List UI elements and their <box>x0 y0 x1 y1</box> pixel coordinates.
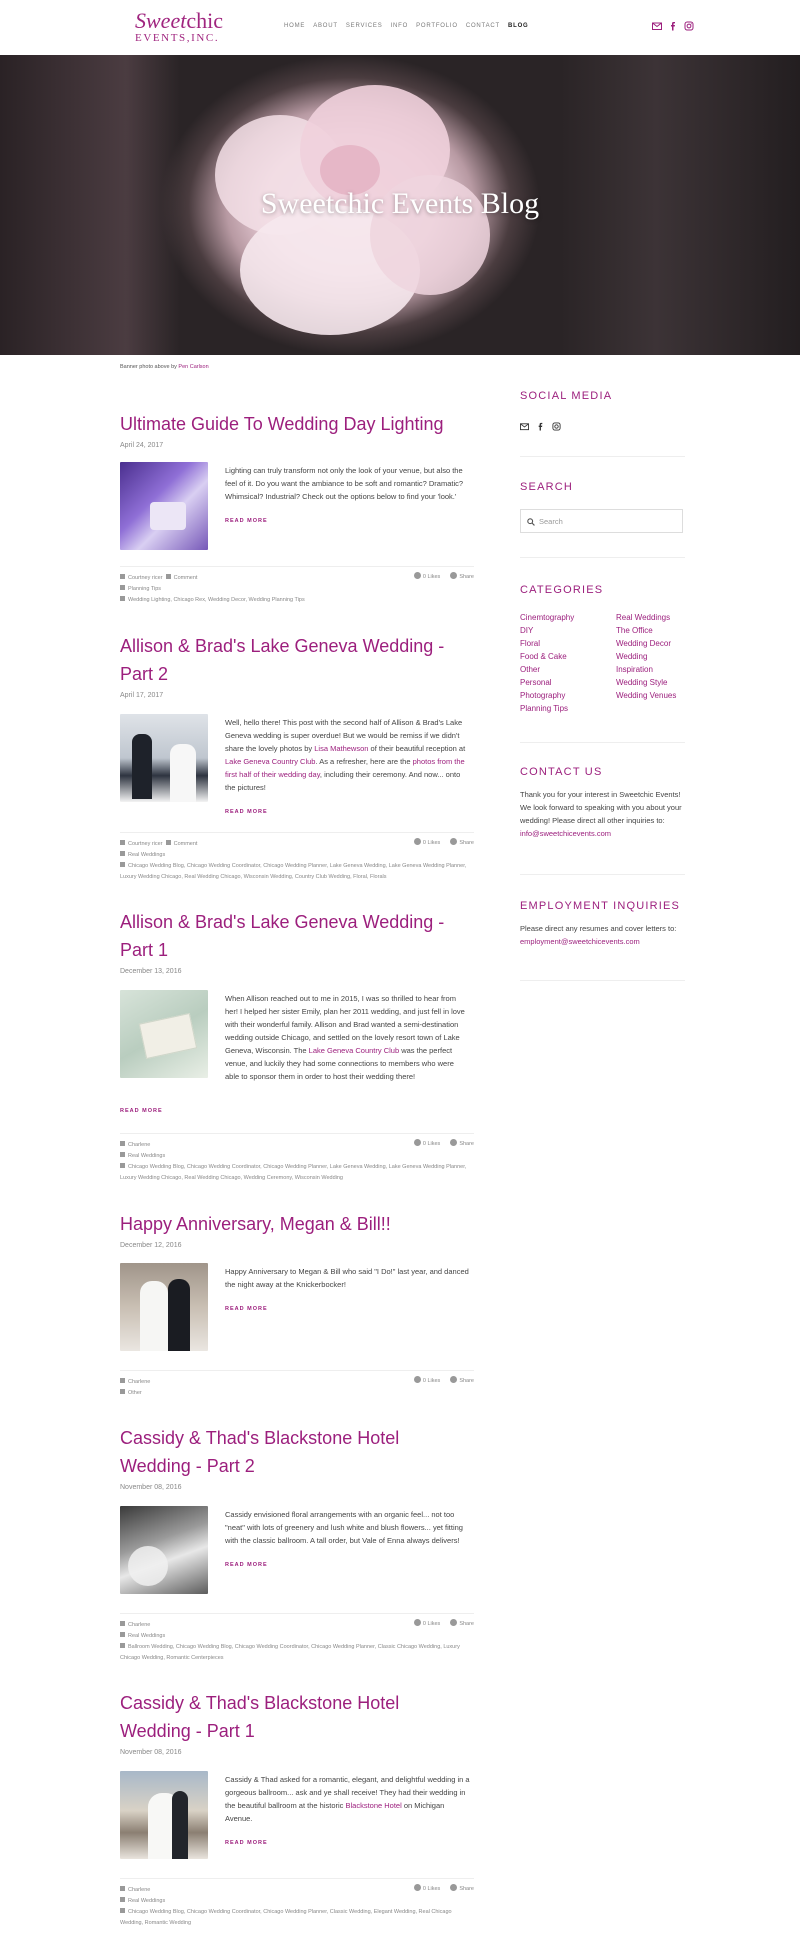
post-title[interactable]: Allison & Brad's Lake Geneva Wedding - Part 1 <box>120 912 445 960</box>
share-icon <box>450 1619 457 1626</box>
category-link[interactable]: Wedding Style <box>616 678 668 687</box>
post-date: November 08, 2016 <box>120 1749 182 1756</box>
widget-title: CATEGORIES <box>520 584 604 596</box>
read-more-button[interactable]: READ MORE <box>120 1108 163 1114</box>
heart-icon <box>414 1619 421 1626</box>
category-icon <box>120 851 125 856</box>
post-4-excerpt: Happy Anniversary to Megan & Bill who said "I Do!" last year, and danced the night away at the Knickerbocker! READ MORE <box>225 1265 470 1316</box>
post-date: April 17, 2017 <box>120 692 164 699</box>
logo-line-1: Sweetchic <box>135 8 223 33</box>
instagram-icon[interactable] <box>684 18 694 28</box>
blackstone-hotel-link[interactable]: Blackstone Hotel <box>345 1801 402 1810</box>
post-category[interactable]: Real Weddings <box>128 852 166 858</box>
comment-link[interactable]: Comment <box>173 575 198 581</box>
share-icon <box>450 572 457 579</box>
post-1-excerpt: Lighting can truly transform not only the look of your venue, but also the feel of it. Do you want the ambiance to be soft and romantic? Dramatic? Whimsical? Industrial? Check out the options below to find your 'look.' READ MORE <box>225 464 470 528</box>
post-tags[interactable]: Chicago Wedding Blog, Chicago Wedding Coordinator, Chicago Wedding Planner, Classic Wedding, Elegant Wedding, Real Chicago Wedding, Romantic Wedding <box>120 1909 452 1926</box>
post-5-meta <box>120 1613 474 1664</box>
email-icon[interactable] <box>652 18 662 28</box>
category-link[interactable]: Personal <box>520 678 552 687</box>
share-button[interactable]: Share <box>450 1619 474 1627</box>
post-category[interactable]: Real Weddings <box>128 1898 166 1904</box>
post-3-read-more-wrap <box>120 1108 163 1114</box>
read-more-button[interactable]: READ MORE <box>225 809 268 815</box>
search-icon <box>527 518 535 526</box>
post-6 <box>120 1689 474 1756</box>
category-link[interactable]: Cinemtography <box>520 613 575 622</box>
contact-email-link[interactable]: info@sweetchicevents.com <box>520 829 611 838</box>
share-icon <box>450 1884 457 1891</box>
tag-icon <box>120 862 125 867</box>
post-title[interactable]: Allison & Brad's Lake Geneva Wedding - Part 2 <box>120 636 445 684</box>
author-icon <box>120 1378 125 1383</box>
heart-icon <box>414 1139 421 1146</box>
category-list <box>520 612 685 715</box>
category-link[interactable]: Wedding Decor <box>616 639 671 648</box>
post-title[interactable]: Happy Anniversary, Megan & Bill!! <box>120 1214 391 1234</box>
read-more-button[interactable]: READ MORE <box>225 1562 268 1568</box>
category-link[interactable]: Floral <box>520 639 541 648</box>
post-author[interactable]: Courtney ricer <box>128 841 163 847</box>
comment-link[interactable]: Comment <box>173 841 198 847</box>
like-button[interactable]: 0 Likes <box>414 1376 440 1384</box>
comment-icon <box>166 840 171 845</box>
logo[interactable] <box>135 8 225 48</box>
divider <box>520 557 685 558</box>
credit-link[interactable]: Pen Carlson <box>178 364 209 370</box>
post-category[interactable]: Real Weddings <box>128 1153 166 1159</box>
post-3 <box>120 908 474 975</box>
heart-icon <box>414 1376 421 1383</box>
divider <box>520 980 685 981</box>
heart-icon <box>414 1884 421 1891</box>
lisa-mathewson-link[interactable]: Lisa Mathewson <box>314 744 369 753</box>
nav-about[interactable]: ABOUT <box>313 23 338 29</box>
share-button[interactable]: Share <box>450 1139 474 1147</box>
employment-widget <box>520 900 685 948</box>
nav-contact[interactable]: CONTACT <box>465 23 500 29</box>
post-3-thumbnail[interactable] <box>120 990 208 1078</box>
post-1-meta <box>120 566 474 606</box>
post-2 <box>120 632 474 699</box>
share-icon <box>450 838 457 845</box>
tag-icon <box>120 596 125 601</box>
post-category[interactable]: Real Weddings <box>128 1633 166 1639</box>
employment-email-link[interactable]: employment@sweetchicevents.com <box>520 937 640 946</box>
lake-geneva-country-club-link[interactable]: Lake Geneva Country Club <box>308 1046 400 1055</box>
category-icon <box>120 1389 125 1394</box>
employment-text: Please direct any resumes and cover letters to: employment@sweetchicevents.com <box>520 924 677 946</box>
facebook-icon[interactable] <box>668 18 678 28</box>
post-date: December 13, 2016 <box>120 968 182 975</box>
site-header <box>0 0 800 55</box>
post-tags[interactable]: Chicago Wedding Blog, Chicago Wedding Coordinator, Chicago Wedding Planner, Lake Geneva Wedding, Lake Geneva Wedding Planner, Luxury Wedding Chicago, Real Wedding Chicago, Wisconsin Wedding, Country Club Wedding, Floral, Florals <box>120 863 467 880</box>
post-date: December 12, 2016 <box>120 1242 182 1249</box>
share-icon <box>450 1376 457 1383</box>
share-icon <box>450 1139 457 1146</box>
like-button[interactable]: 0 Likes <box>414 572 440 580</box>
author-icon <box>120 1886 125 1891</box>
email-icon[interactable] <box>520 418 529 436</box>
read-more-button[interactable]: READ MORE <box>225 518 268 524</box>
post-author[interactable]: Charlene <box>128 1887 151 1893</box>
post-3-meta <box>120 1133 474 1184</box>
heart-icon <box>414 838 421 845</box>
search-placeholder: Search <box>539 517 563 526</box>
category-icon <box>120 1897 125 1902</box>
contact-text: Thank you for your interest in Sweetchic Events! We look forward to speaking with you about your wedding! Please direct all other inquiries to: info@sweetchicevents.com <box>520 790 682 838</box>
share-button[interactable]: Share <box>450 838 474 846</box>
category-link[interactable]: Photography <box>520 691 566 700</box>
divider <box>520 456 685 457</box>
author-icon <box>120 1621 125 1626</box>
category-link[interactable]: Other <box>520 665 541 674</box>
category-link[interactable]: Real Weddings <box>616 613 671 622</box>
post-5-excerpt: Cassidy envisioned floral arrangements with an organic feel... not too "neat" with lots of greenery and lush white and blush flowers... yet fitting with the classic ballroom. A tall order, but Vale of Enna always delivers! READ MORE <box>225 1508 470 1572</box>
like-button[interactable]: 0 Likes <box>414 1884 440 1892</box>
author-icon <box>120 574 125 579</box>
post-tags[interactable]: Wedding Lighting, Chicago Rex, Wedding Decor, Wedding Planning Tips <box>128 597 305 603</box>
post-author[interactable]: Charlene <box>128 1142 151 1148</box>
post-2-excerpt: Well, hello there! This post with the second half of Allison & Brad's Lake Geneva wedding is super overdue! But we would be remiss if we didn't share the lovely photos by Lisa Mathewson of their beautiful reception at Lake Geneva Country Club. As a refresher, here are the photos from the first half of their wedding day, including their ceremony. And now... onto the pictures! READ MORE <box>225 716 470 819</box>
like-button[interactable]: 0 Likes <box>414 1139 440 1147</box>
nav-home[interactable]: HOME <box>284 23 306 29</box>
post-date: April 24, 2017 <box>120 442 164 449</box>
tag-icon <box>120 1163 125 1168</box>
tag-icon <box>120 1908 125 1913</box>
categories-widget <box>520 584 685 715</box>
post-title[interactable]: Cassidy & Thad's Blackstone Hotel Wedding - Part 1 <box>120 1693 400 1741</box>
post-5 <box>120 1424 474 1491</box>
category-link[interactable]: Inspiration <box>616 665 653 674</box>
widget-title: SEARCH <box>520 481 574 493</box>
post-author[interactable]: Courtney ricer <box>128 575 163 581</box>
post-6-excerpt: Cassidy & Thad asked for a romantic, elegant, and delightful wedding in a gorgeous ballroom... ask and ye shall receive! They had their wedding in the beautiful ballroom at the historic Blackstone Hotel on Michigan Avenue. READ MORE <box>225 1773 470 1850</box>
category-link[interactable]: Planning Tips <box>520 704 569 713</box>
post-tags[interactable]: Ballroom Wedding, Chicago Wedding Blog, Chicago Wedding Coordinator, Chicago Wedding Planner, Classic Chicago Wedding, Luxury Chicago Wedding, Romantic Centerpieces <box>120 1644 460 1661</box>
category-icon <box>120 585 125 590</box>
banner-credit: Banner photo above by Pen Carlson <box>120 364 209 370</box>
part-1-photos-link[interactable]: photos from the first half of their wedding day <box>225 757 465 779</box>
category-icon <box>120 1632 125 1637</box>
instagram-icon[interactable] <box>552 418 561 436</box>
search-widget <box>520 481 685 493</box>
post-author[interactable]: Charlene <box>128 1622 151 1628</box>
hero-title: Sweetchic Events Blog <box>260 187 540 220</box>
post-title[interactable]: Ultimate Guide To Wedding Day Lighting <box>120 414 444 434</box>
hero-banner <box>0 55 800 355</box>
post-tags[interactable]: Chicago Wedding Blog, Chicago Wedding Coordinator, Chicago Wedding Planner, Lake Geneva Wedding, Lake Geneva Wedding Planner, Luxury Wedding Chicago, Real Wedding Chicago, Wedding Ceremony, Wisconsin Wedding <box>120 1164 467 1181</box>
divider <box>520 742 685 743</box>
post-2-thumbnail[interactable] <box>120 714 208 802</box>
author-icon <box>120 840 125 845</box>
post-3-excerpt: When Allison reached out to me in 2015, I was so thrilled to hear from her! I helped her sister Emily, plan her 2011 wedding, and just fell in love with their wonderful family. Allison and Brad wanted a semi-destination wedding outside Chicago, and settled on the lovely resort town of Lake Geneva, Wisconsin. The Lake Geneva Country Club was the perfect venue, and luckily they had some connections to members who were able to sponsor them in order to host their wedding there! <box>225 994 465 1081</box>
post-category[interactable]: Planning Tips <box>128 586 162 592</box>
like-button[interactable]: 0 Likes <box>414 1619 440 1627</box>
share-button[interactable]: Share <box>450 572 474 580</box>
category-icon <box>120 1152 125 1157</box>
post-1-thumbnail[interactable] <box>120 462 208 550</box>
post-title[interactable]: Cassidy & Thad's Blackstone Hotel Wedding - Part 2 <box>120 1428 400 1476</box>
heart-icon <box>414 572 421 579</box>
post-4-meta <box>120 1370 474 1399</box>
read-more-button[interactable]: READ MORE <box>225 1840 268 1846</box>
post-6-meta <box>120 1878 474 1929</box>
share-button[interactable]: Share <box>450 1884 474 1892</box>
nav-services[interactable]: SERVICES <box>345 23 383 29</box>
post-date: November 08, 2016 <box>120 1484 182 1491</box>
category-link[interactable]: DIY <box>520 626 534 635</box>
nav-info[interactable]: INFO <box>390 23 409 29</box>
header-social-icons <box>652 18 694 28</box>
nav-blog[interactable]: BLOG <box>507 23 529 29</box>
post-1 <box>120 400 474 449</box>
post-4 <box>120 1210 474 1249</box>
post-category[interactable]: Other <box>128 1390 142 1396</box>
lake-geneva-country-club-link[interactable]: Lake Geneva Country Club <box>225 757 316 766</box>
read-more-button[interactable]: READ MORE <box>225 1306 268 1312</box>
comment-icon <box>166 574 171 579</box>
social-media-widget <box>520 390 685 436</box>
post-6-thumbnail[interactable] <box>120 1771 208 1859</box>
divider <box>520 874 685 875</box>
like-button[interactable]: 0 Likes <box>414 838 440 846</box>
contact-widget <box>520 766 685 840</box>
logo-line-2: EVENTS,INC. <box>135 32 220 44</box>
widget-title: SOCIAL MEDIA <box>520 390 613 402</box>
nav-portfolio[interactable]: PORTFOLIO <box>416 23 458 29</box>
main-nav <box>284 23 529 29</box>
category-link[interactable]: Food & Cake <box>520 652 567 661</box>
author-icon <box>120 1141 125 1146</box>
post-author[interactable]: Charlene <box>128 1379 151 1385</box>
widget-title: EMPLOYMENT INQUIRIES <box>520 900 681 912</box>
post-4-thumbnail[interactable] <box>120 1263 208 1351</box>
category-link[interactable]: Wedding <box>616 652 648 661</box>
category-link[interactable]: Wedding Venues <box>616 691 677 700</box>
post-2-meta <box>120 832 474 883</box>
post-5-thumbnail[interactable] <box>120 1506 208 1594</box>
category-link[interactable]: The Office <box>616 626 653 635</box>
share-button[interactable]: Share <box>450 1376 474 1384</box>
facebook-icon[interactable] <box>536 418 545 436</box>
widget-title: CONTACT US <box>520 766 603 778</box>
search-input[interactable] <box>520 509 683 533</box>
tag-icon <box>120 1643 125 1648</box>
